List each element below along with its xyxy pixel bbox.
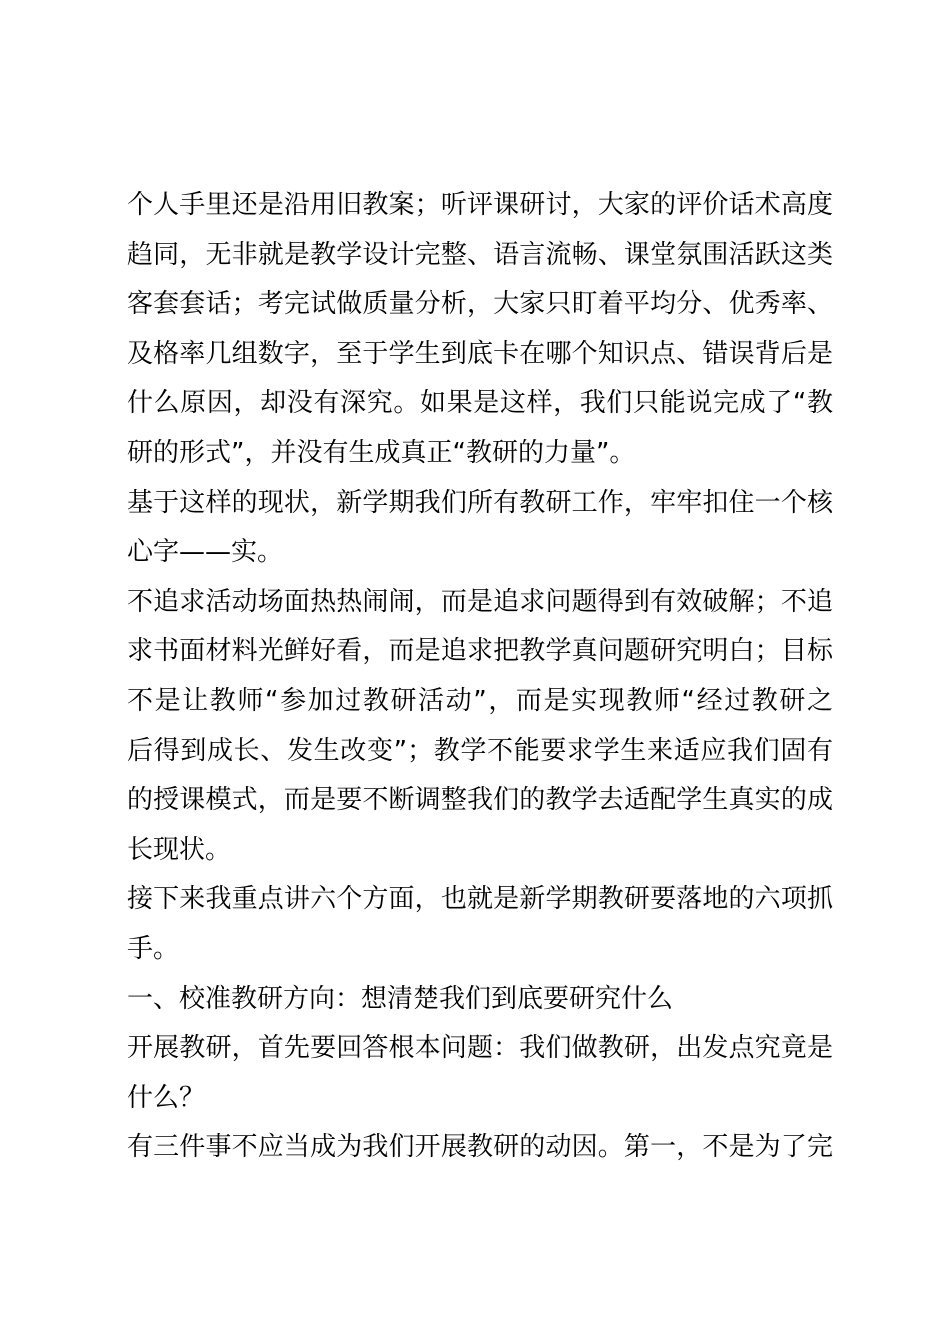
text-line: 有三件事不应当成为我们开展教研的动因。第一，不是为了完 — [127, 1132, 833, 1163]
text-line: 什么原因，却没有深究。如果是这样，我们只能说完成了“教 — [127, 388, 833, 419]
paragraph — [127, 479, 833, 578]
paragraph — [127, 181, 833, 479]
text-line: 后得到成长、发生改变”；教学不能要求学生来适应我们固有 — [127, 735, 833, 766]
paragraph — [127, 578, 833, 876]
paragraph — [127, 1123, 833, 1173]
text-line: 不追求活动场面热热闹闹，而是追求问题得到有效破解；不追 — [127, 586, 833, 617]
text-line: 趋同，无非就是教学设计完整、语言流畅、课堂氛围活跃这类 — [127, 239, 833, 270]
text-line: 客套套话；考完试做质量分析，大家只盯着平均分、优秀率、 — [127, 289, 833, 320]
text-line: 基于这样的现状，新学期我们所有教研工作，牢牢扣住一个核 — [127, 487, 833, 518]
paragraph — [127, 1024, 833, 1123]
text-line: 求书面材料光鲜好看，而是追求把教学真问题研究明白；目标 — [127, 636, 833, 667]
text-line: 个人手里还是沿用旧教案；听评课研讨，大家的评价话术高度 — [127, 190, 833, 220]
text-line: 心字——实。 — [127, 537, 284, 568]
text-line: 开展教研，首先要回答根本问题：我们做教研，出发点究竟是 — [127, 1033, 833, 1064]
text-line: 接下来我重点讲六个方面，也就是新学期教研要落地的六项抓 — [127, 884, 833, 915]
text-line: 什么？ — [127, 1082, 206, 1113]
text-line: 研的形式”，并没有生成真正“教研的力量”。 — [127, 437, 636, 468]
text-line: 长现状。 — [127, 834, 232, 865]
document-page — [127, 181, 833, 1173]
text-line: 一、校准教研方向：想清楚我们到底要研究什么 — [127, 983, 674, 1014]
text-line: 手。 — [127, 933, 180, 964]
text-line: 及格率几组数字，至于学生到底卡在哪个知识点、错误背后是 — [127, 338, 833, 369]
paragraph — [127, 875, 833, 974]
section-heading — [127, 975, 833, 1025]
text-line: 不是让教师“参加过教研活动”，而是实现教师“经过教研之 — [127, 685, 833, 716]
text-line: 的授课模式，而是要不断调整我们的教学去适配学生真实的成 — [127, 785, 833, 816]
